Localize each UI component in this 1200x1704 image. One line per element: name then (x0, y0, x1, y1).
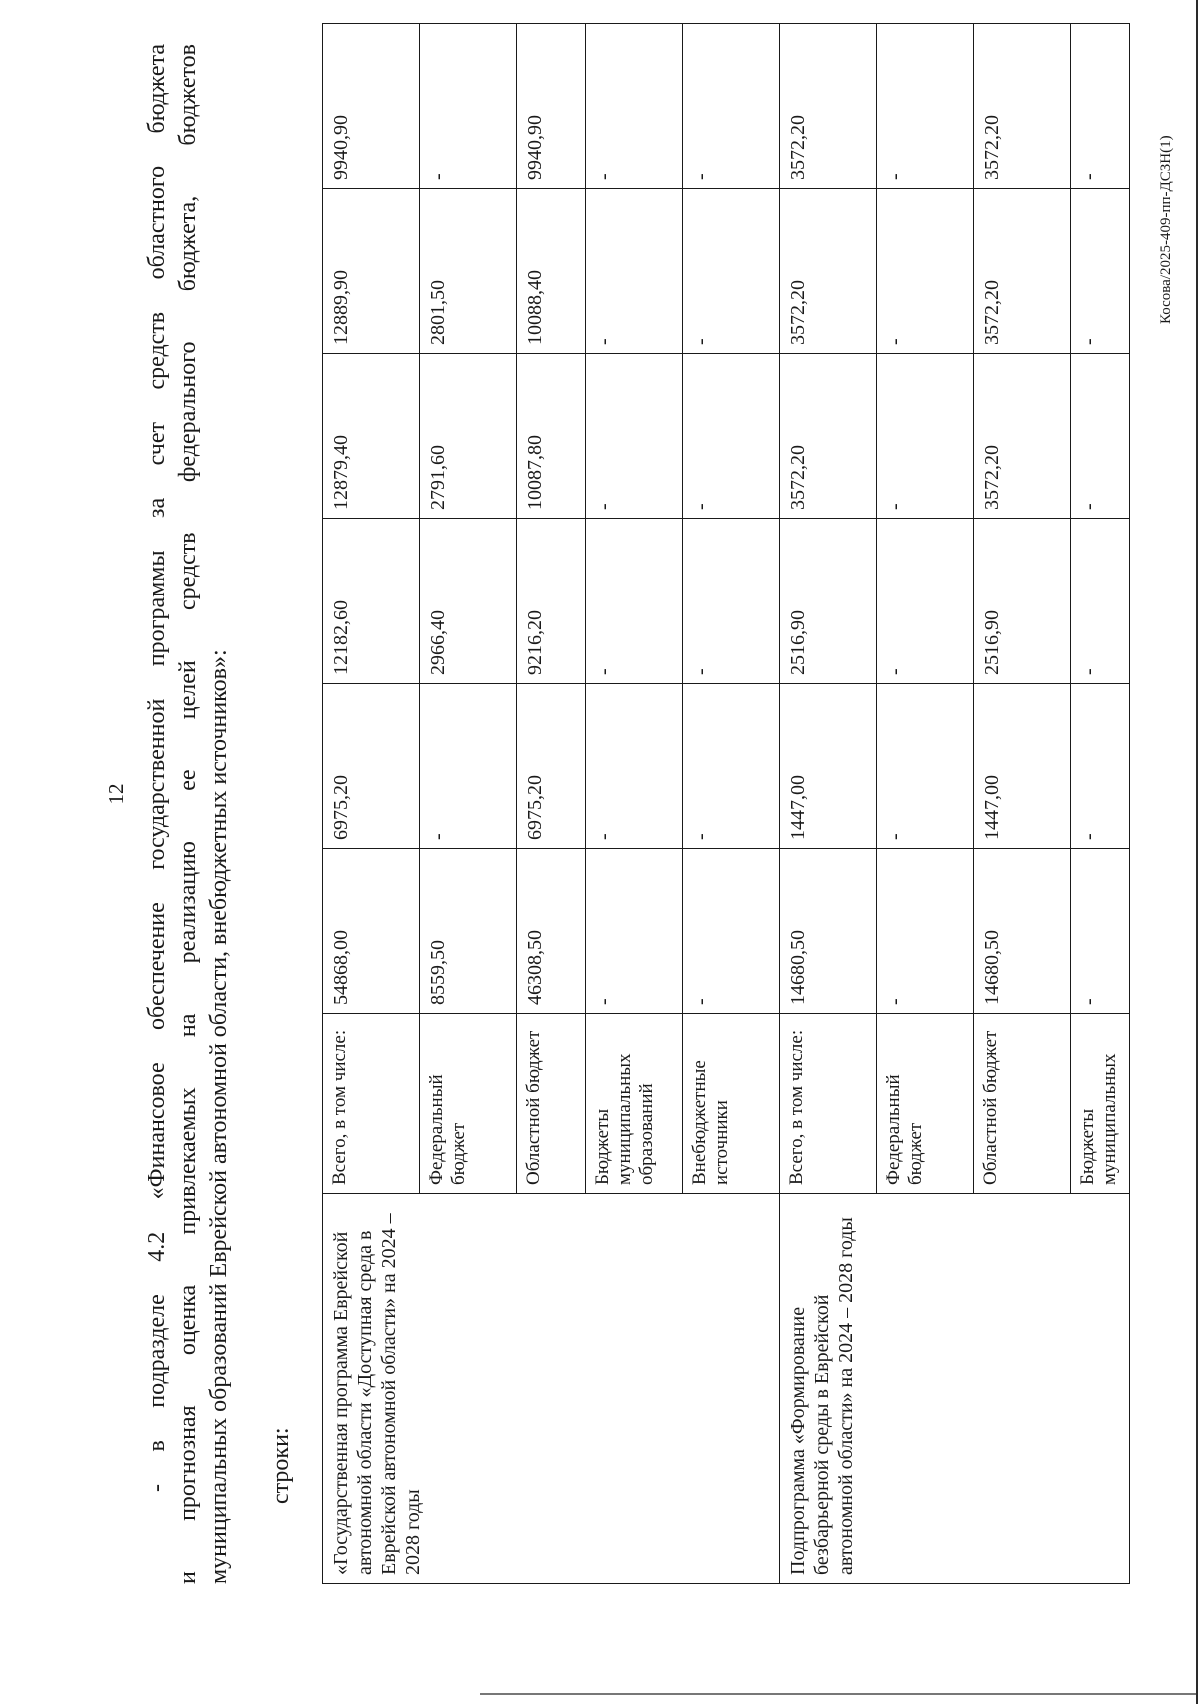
value-cell: - (1071, 354, 1130, 519)
value-cell: 3572,20 (780, 24, 877, 189)
value-cell: 9940,90 (323, 24, 420, 189)
value-cell: 3572,20 (974, 24, 1071, 189)
value-cell: 14680,50 (780, 849, 877, 1014)
value-cell: - (683, 684, 780, 849)
value-cell: - (1071, 24, 1130, 189)
value-cell: - (586, 189, 683, 354)
value-cell: - (420, 24, 517, 189)
value-cell: - (586, 849, 683, 1014)
value-cell: 3572,20 (780, 189, 877, 354)
source-cell: Всего, в том числе: (780, 1014, 877, 1194)
value-cell: - (1071, 189, 1130, 354)
value-cell: - (1071, 519, 1130, 684)
value-cell: - (877, 189, 974, 354)
value-cell: 2516,90 (974, 519, 1071, 684)
rows-label: строки: (268, 1427, 294, 1504)
source-cell: Областной бюджет (517, 1014, 586, 1194)
source-cell: Федеральный бюджет (877, 1014, 974, 1194)
value-cell: - (420, 684, 517, 849)
value-cell: - (877, 519, 974, 684)
value-cell: - (586, 354, 683, 519)
value-cell: 9216,20 (517, 519, 586, 684)
value-cell: 3572,20 (974, 354, 1071, 519)
source-cell: Бюджеты муниципальных (1071, 1014, 1130, 1194)
source-cell: Федеральный бюджет (420, 1014, 517, 1194)
subprogram-title-cell: Подпрограмма «Формирование безбарьерной среды в Еврейской автономной области» на 2024 – 2028 годы (780, 1194, 1130, 1584)
value-cell: 2801,50 (420, 189, 517, 354)
value-cell: - (877, 354, 974, 519)
value-cell: 1447,00 (780, 684, 877, 849)
value-cell: 12182,60 (323, 519, 420, 684)
table-row (323, 24, 420, 1584)
value-cell: 2516,90 (780, 519, 877, 684)
value-cell: 3572,20 (974, 189, 1071, 354)
document-code: Косова/2025-409-пп-ДСЗН(1) (1158, 135, 1174, 324)
value-cell: 14680,50 (974, 849, 1071, 1014)
intro-line-2: и прогнозная оценка привлекаемых на реализацию ее целей средств федерального бюджета, бюджетов (175, 44, 201, 1584)
value-cell: 2791,60 (420, 354, 517, 519)
value-cell: - (683, 24, 780, 189)
page-number: 12 (104, 783, 128, 805)
value-cell: 3572,20 (780, 354, 877, 519)
value-cell: 8559,50 (420, 849, 517, 1014)
source-cell: Бюджеты муниципальных образований (586, 1014, 683, 1194)
value-cell: - (877, 849, 974, 1014)
value-cell: - (877, 24, 974, 189)
value-cell: 2966,40 (420, 519, 517, 684)
financing-table (322, 23, 1130, 1584)
value-cell: 54868,00 (323, 849, 420, 1014)
value-cell: - (586, 684, 683, 849)
value-cell: - (1071, 684, 1130, 849)
value-cell: - (877, 684, 974, 849)
value-cell: 12879,40 (323, 354, 420, 519)
value-cell: - (586, 24, 683, 189)
source-cell: Всего, в том числе: (323, 1014, 420, 1194)
intro-line-1: - в подразделе 4.2 «Финансовое обеспечение государственной программы за счет средств областного бюджета (144, 44, 170, 1492)
value-cell: - (683, 849, 780, 1014)
value-cell: - (1071, 849, 1130, 1014)
intro-paragraph (142, 44, 235, 1584)
intro-line-3: муниципальных образований Еврейской автономной области, внебюджетных источников»: (206, 649, 232, 1584)
value-cell: 46308,50 (517, 849, 586, 1014)
value-cell: - (683, 189, 780, 354)
value-cell: 10088,40 (517, 189, 586, 354)
value-cell: 1447,00 (974, 684, 1071, 849)
value-cell: 9940,90 (517, 24, 586, 189)
source-cell: Областной бюджет (974, 1014, 1071, 1194)
value-cell: - (586, 519, 683, 684)
value-cell: - (683, 354, 780, 519)
source-cell: Внебюджетные источники (683, 1014, 780, 1194)
program-title-cell: «Государственная программа Еврейской автономной области «Доступная среда в Еврейской автономной области» на 2024 – 2028 годы (323, 1194, 780, 1584)
value-cell: 6975,20 (517, 684, 586, 849)
table-row (780, 24, 877, 1584)
value-cell: 12889,90 (323, 189, 420, 354)
value-cell: - (683, 519, 780, 684)
value-cell: 6975,20 (323, 684, 420, 849)
value-cell: 10087,80 (517, 354, 586, 519)
